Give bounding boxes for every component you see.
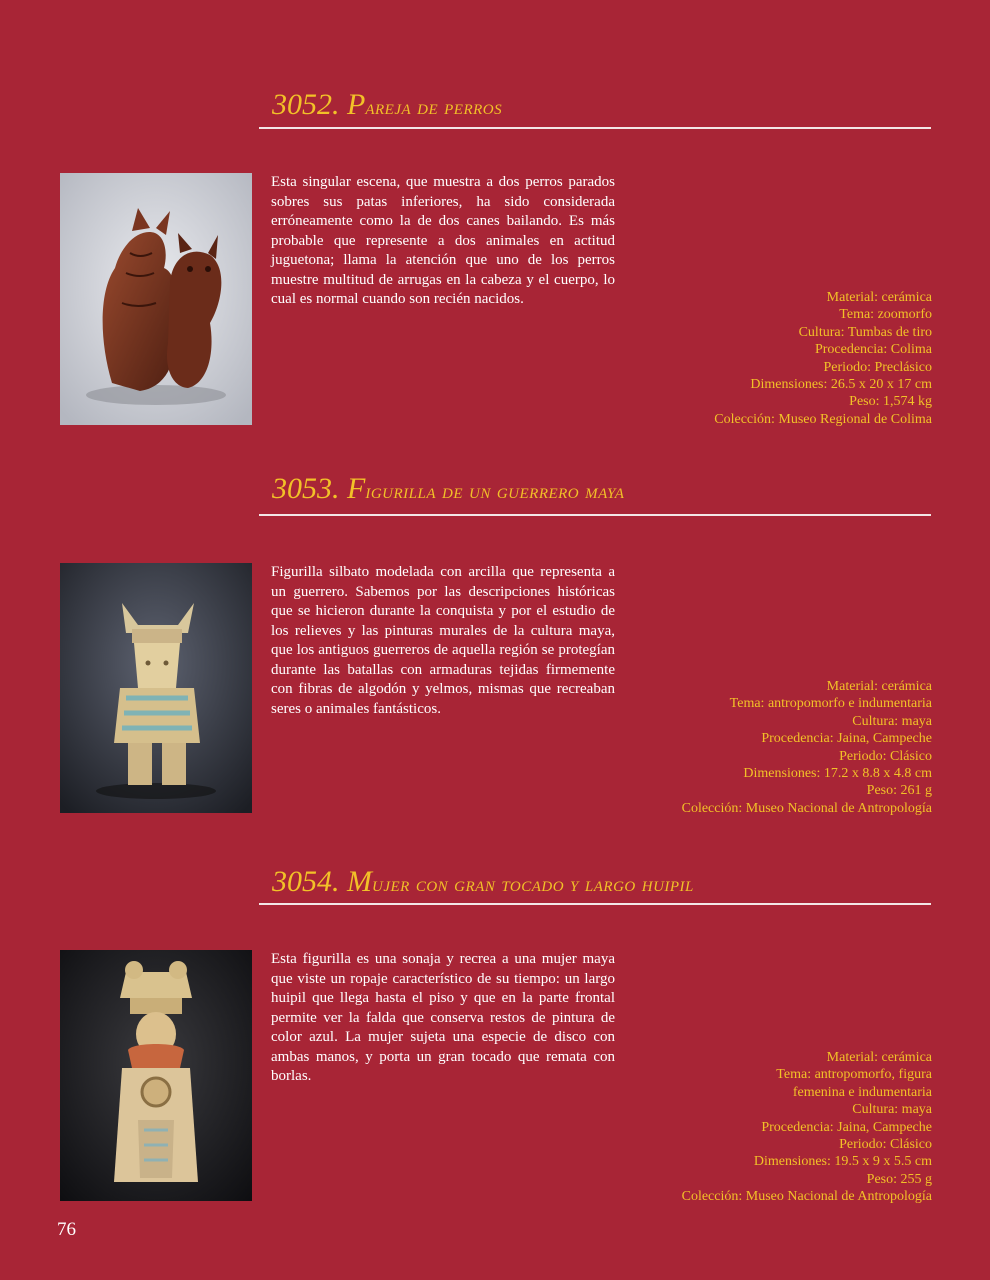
entry-title-3053 xyxy=(272,472,624,508)
spec-dimensiones: Dimensiones: 19.5 x 9 x 5.5 cm xyxy=(753,1154,932,1170)
photo-maya-woman xyxy=(60,950,252,1201)
entry-description: Esta singular escena, que muestra a dos perros parados sobres sus patas inferiores, ha sido considerada erróneamente como la de dos canes bailando. Es más probable que represente a dos animales en actitud juguetona; llama la atención que uno de los perros muestre multitud de arrugas en la cabeza y el cuerpo, lo cual es normal cuando son recién nacidos. xyxy=(271,174,615,307)
spec-coleccion: Colección: Museo Regional de Colima xyxy=(714,411,932,427)
title-initial: F xyxy=(347,472,366,505)
title-initial: M xyxy=(347,865,372,898)
spec-periodo: Periodo: Preclásico xyxy=(823,359,932,375)
entry-number: 3052. xyxy=(272,88,340,121)
spec-procedencia: Procedencia: Jaina, Campeche xyxy=(761,1119,932,1135)
spec-material: Material: cerámica xyxy=(826,290,932,305)
spec-dimensiones: Dimensiones: 26.5 x 20 x 17 cm xyxy=(750,377,932,393)
entry-specs-3053 xyxy=(612,678,932,817)
entry-description: Esta figurilla es una sonaja y recrea a una mujer maya que viste un ropaje característico de su tiempo: un largo huipil que llega hasta el piso y que en la parte frontal permite ver la falda que conserva restos de pintura de color azul. La mujer sujeta una especie de disco con ambas manos, y porta un gran tocado que remata con borlas. xyxy=(271,951,615,1084)
spec-coleccion: Colección: Museo Nacional de Antropología xyxy=(681,800,932,816)
spec-tema: Tema: zoomorfo xyxy=(839,307,932,323)
entry-title-3052 xyxy=(272,88,502,124)
title-rule xyxy=(259,903,931,905)
title-rule xyxy=(259,127,931,129)
entry-number: 3054. xyxy=(272,865,340,898)
entry-description: Figurilla silbato modelada con arcilla que representa a un guerrero. Sabemos por las descripciones históricas que se hicieron durante la conquista y por el estudio de los relieves y las pinturas murales de la cultura maya, que los antiguos guerreros de aquella región se protegían durante las batallas con armaduras tejidas firmemente con fibras de algodón y yelmos, mismas que recreaban seres o animales fantásticos. xyxy=(271,564,615,717)
title-rule xyxy=(259,514,931,516)
entry-specs-3054 xyxy=(612,1049,932,1206)
photo-dog-pair xyxy=(60,173,252,425)
spec-periodo: Periodo: Clásico xyxy=(839,748,932,764)
entry-title-3054 xyxy=(272,865,694,901)
spec-material: Material: cerámica xyxy=(826,1050,932,1065)
spec-periodo: Periodo: Clásico xyxy=(839,1137,932,1153)
title-text: igurilla de un guerrero maya xyxy=(365,478,625,503)
spec-cultura: Cultura: Tumbas de tiro xyxy=(798,324,932,340)
spec-dimensiones: Dimensiones: 17.2 x 8.8 x 4.8 cm xyxy=(743,766,932,782)
title-initial: P xyxy=(347,88,366,121)
spec-tema-cont: femenina e indumentaria xyxy=(792,1084,932,1100)
spec-tema: Tema: antropomorfo, figura xyxy=(776,1067,932,1083)
entry-number: 3053. xyxy=(272,472,340,505)
spec-peso: Peso: 261 g xyxy=(866,783,932,799)
spec-tema: Tema: antropomorfo e indumentaria xyxy=(729,696,932,712)
spec-material: Material: cerámica xyxy=(826,679,932,694)
entry-specs-3052 xyxy=(612,289,932,428)
spec-peso: Peso: 1,574 kg xyxy=(849,394,932,410)
spec-cultura: Cultura: maya xyxy=(852,1102,932,1118)
spec-cultura: Cultura: maya xyxy=(852,713,932,729)
title-text: areja de perros xyxy=(365,94,503,119)
photo-maya-warrior xyxy=(60,563,252,813)
page-number: 76 xyxy=(57,1219,76,1240)
spec-procedencia: Procedencia: Jaina, Campeche xyxy=(761,731,932,747)
spec-coleccion: Colección: Museo Nacional de Antropología xyxy=(681,1189,932,1205)
spec-peso: Peso: 255 g xyxy=(866,1171,932,1187)
spec-procedencia: Procedencia: Colima xyxy=(814,342,932,358)
title-text: ujer con gran tocado y largo huipil xyxy=(372,871,694,896)
